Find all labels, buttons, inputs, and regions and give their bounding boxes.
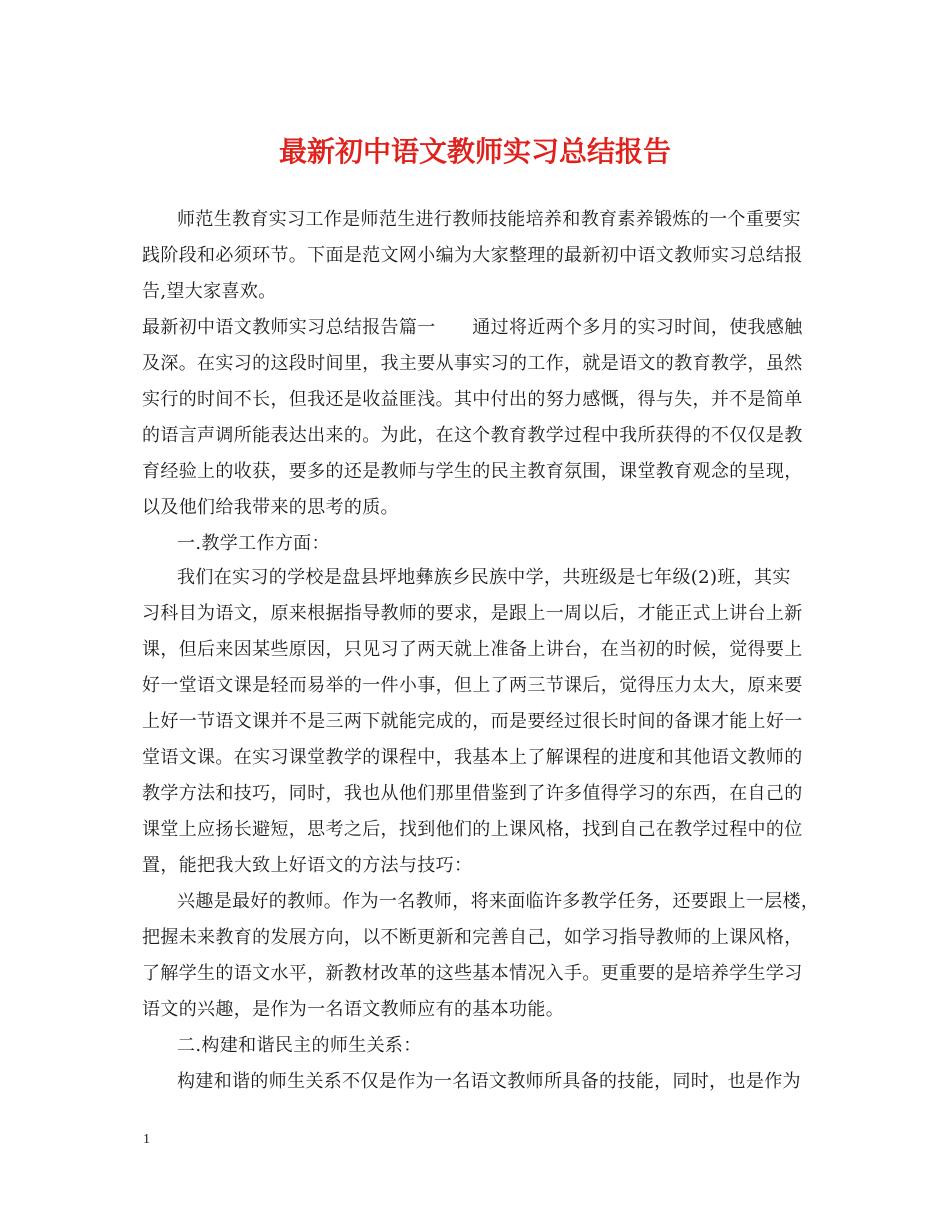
paragraph-line: 以及他们给我带来的思考的质。 xyxy=(142,497,399,518)
paragraph-line: 堂语文课。在实习课堂教学的课程中，我基本上了解课程的进度和其他语文教师的 xyxy=(142,747,803,768)
paragraph-line: 及深。在实习的这段时间里，我主要从事实习的工作，就是语文的教育教学，虽然 xyxy=(142,353,803,374)
paragraph-line: 上好一节语文课并不是三两下就能完成的，而是要经过很长时间的备课才能上好一 xyxy=(142,711,803,732)
paragraph-line: 构建和谐的师生关系不仅是作为一名语文教师所具备的技能，同时，也是作为 xyxy=(177,1071,801,1092)
paragraph-line: 兴趣是最好的教师。作为一名教师，将来面临许多教学任务，还要跟上一层楼， xyxy=(177,891,820,912)
paragraph-line: 最新初中语文教师实习总结报告篇一 通过将近两个多月的实习时间，使我感触 xyxy=(142,317,803,338)
paragraph-line: 语文的兴趣，是作为一名语文教师应有的基本功能。 xyxy=(142,999,565,1020)
document-title: 最新初中语文教师实习总结报告 xyxy=(278,135,671,168)
page-number: 1 xyxy=(143,1132,150,1147)
paragraph-line: 教学方法和技巧，同时，我也从他们那里借鉴到了许多值得学习的东西，在自己的 xyxy=(142,783,803,804)
section-heading: 二.构建和谐民主的师生关系： xyxy=(177,1035,422,1056)
paragraph-line: 习科目为语文，原来根据指导教师的要求，是跟上一周以后，才能正式上讲台上新 xyxy=(142,603,803,624)
paragraph-line: 实行的时间不长，但我还是收益匪浅。其中付出的努力感慨，得与失，并不是简单 xyxy=(142,389,803,410)
paragraph-line: 践阶段和必须环节。下面是范文网小编为大家整理的最新初中语文教师实习总结报 xyxy=(142,245,803,266)
paragraph-line: 师范生教育实习工作是师范生进行教师技能培养和教育素养锻炼的一个重要实 xyxy=(177,209,801,230)
paragraph-line: 好一堂语文课是轻而易举的一件小事，但上了两三节课后，觉得压力太大，原来要 xyxy=(142,675,803,696)
paragraph-line: 的语言声调所能表达出来的。为此，在这个教育教学过程中我所获得的不仅仅是教 xyxy=(142,425,803,446)
paragraph-line: 育经验上的收获，要多的还是教师与学生的民主教育氛围，课堂教育观念的呈现， xyxy=(142,461,803,482)
section-heading: 一.教学工作方面： xyxy=(177,533,330,554)
paragraph-line: 把握未来教育的发展方向，以不断更新和完善自己，如学习指导教师的上课风格， xyxy=(142,927,803,948)
paragraph-line: 我们在实习的学校是盘县坪地彝族乡民族中学，共班级是七年级(2)班，其实 xyxy=(177,567,791,588)
paragraph-line: 告,望大家喜欢。 xyxy=(142,281,277,302)
paragraph-line: 了解学生的语文水平，新教材改革的这些基本情况入手。更重要的是培养学生学习 xyxy=(142,963,803,984)
paragraph-line: 课，但后来因某些原因，只见习了两天就上准备上讲台，在当初的时候，觉得要上 xyxy=(142,639,803,660)
paragraph-line: 课堂上应扬长避短，思考之后，找到他们的上课风格，找到自己在教学过程中的位 xyxy=(142,819,803,840)
paragraph-line: 置，能把我大致上好语文的方法与技巧： xyxy=(142,855,473,876)
